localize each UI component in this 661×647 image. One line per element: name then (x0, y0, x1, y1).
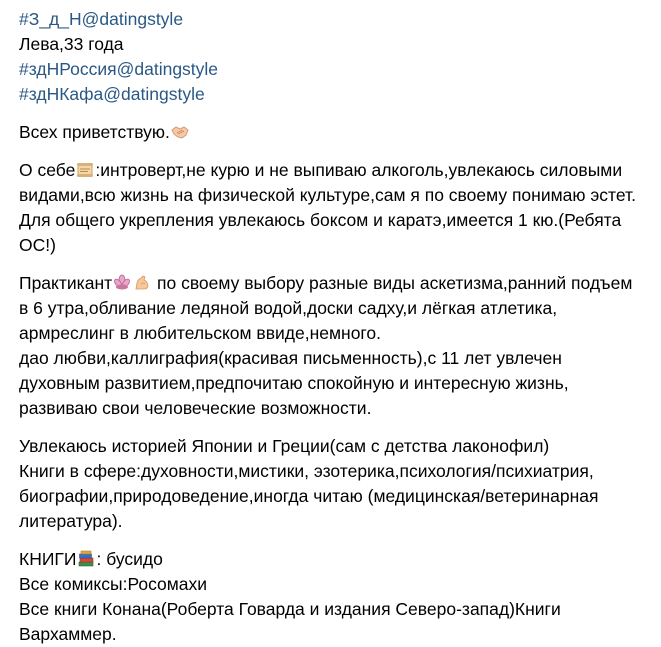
interests-line-2: Книги в сфере:духовности,мистики, эзотерика,психология/психиатрия, (19, 461, 594, 481)
books-label: КНИГИ (19, 549, 77, 569)
hashtag-link[interactable]: #З_д_Н@datingstyle (19, 9, 184, 29)
hashtag-link[interactable]: #здНКафа@datingstyle (19, 84, 205, 104)
handshake-emoji-icon (171, 123, 189, 141)
about-paragraph (19, 158, 651, 258)
about-line-4: ОС!) (19, 235, 56, 255)
intro-text: Лева,33 года (19, 34, 124, 54)
interests-line-1: Увлекаюсь историей Японии и Греции(сам с детства лаконофил) (19, 436, 550, 456)
interests-paragraph (19, 434, 651, 534)
books-paragraph (19, 547, 651, 647)
books-line-2: Все комиксы:Росомахи (19, 574, 208, 594)
about-line-3: Для общего укрепления увлекаюсь боксом и каратэ,имеется 1 кю.(Ребята (19, 210, 622, 230)
hashtag-link[interactable]: #здНРоссия@datingstyle (19, 59, 219, 79)
flexed-biceps-emoji-icon (133, 274, 151, 292)
books-line-1-rest: : бусидо (96, 549, 163, 569)
books-line-3: Все книги Конана(Роберта Говарда и издания Северо-запад)Книги (19, 599, 561, 619)
practice-line-4: дао любви,каллиграфия(красивая письменность),с 11 лет увлечен (19, 348, 562, 368)
interests-line-3: биографии,природоведение,иногда читаю (медицинская/ветеринарная (19, 486, 599, 506)
books-line-4: Вархаммер. (19, 624, 117, 644)
practice-line-3: армреслинг в любительском ввиде,немного. (19, 323, 382, 343)
tags-paragraph (19, 7, 651, 107)
lotus-emoji-icon (113, 274, 131, 292)
practice-line-1: по своему выбору разные виды аскетизма,ранний подъем (152, 273, 633, 293)
about-line-2: видами,всю жизнь на физической культуре,сам я по своему понимаю эстет. (19, 185, 636, 205)
practice-label: Практикант (19, 273, 113, 293)
about-line-1: :интроверт,не курю и не выпиваю алкоголь,увлекаюсь силовыми (95, 160, 623, 180)
about-label: О себе (19, 160, 76, 180)
greeting-text: Всех приветствую. (19, 122, 170, 142)
greeting-paragraph (19, 120, 651, 145)
practice-paragraph (19, 271, 651, 421)
practice-line-5: духовным развитием,предпочитаю спокойную и интересную жизнь, (19, 373, 569, 393)
scroll-emoji-icon (76, 161, 94, 179)
books-emoji-icon (77, 550, 95, 568)
practice-line-6: развиваю свои человеческие возможности. (19, 398, 372, 418)
interests-line-4: литература). (19, 511, 123, 531)
practice-line-2: в 6 утра,обливание ледяной водой,доски садху,и лёгкая атлетика, (19, 298, 558, 318)
